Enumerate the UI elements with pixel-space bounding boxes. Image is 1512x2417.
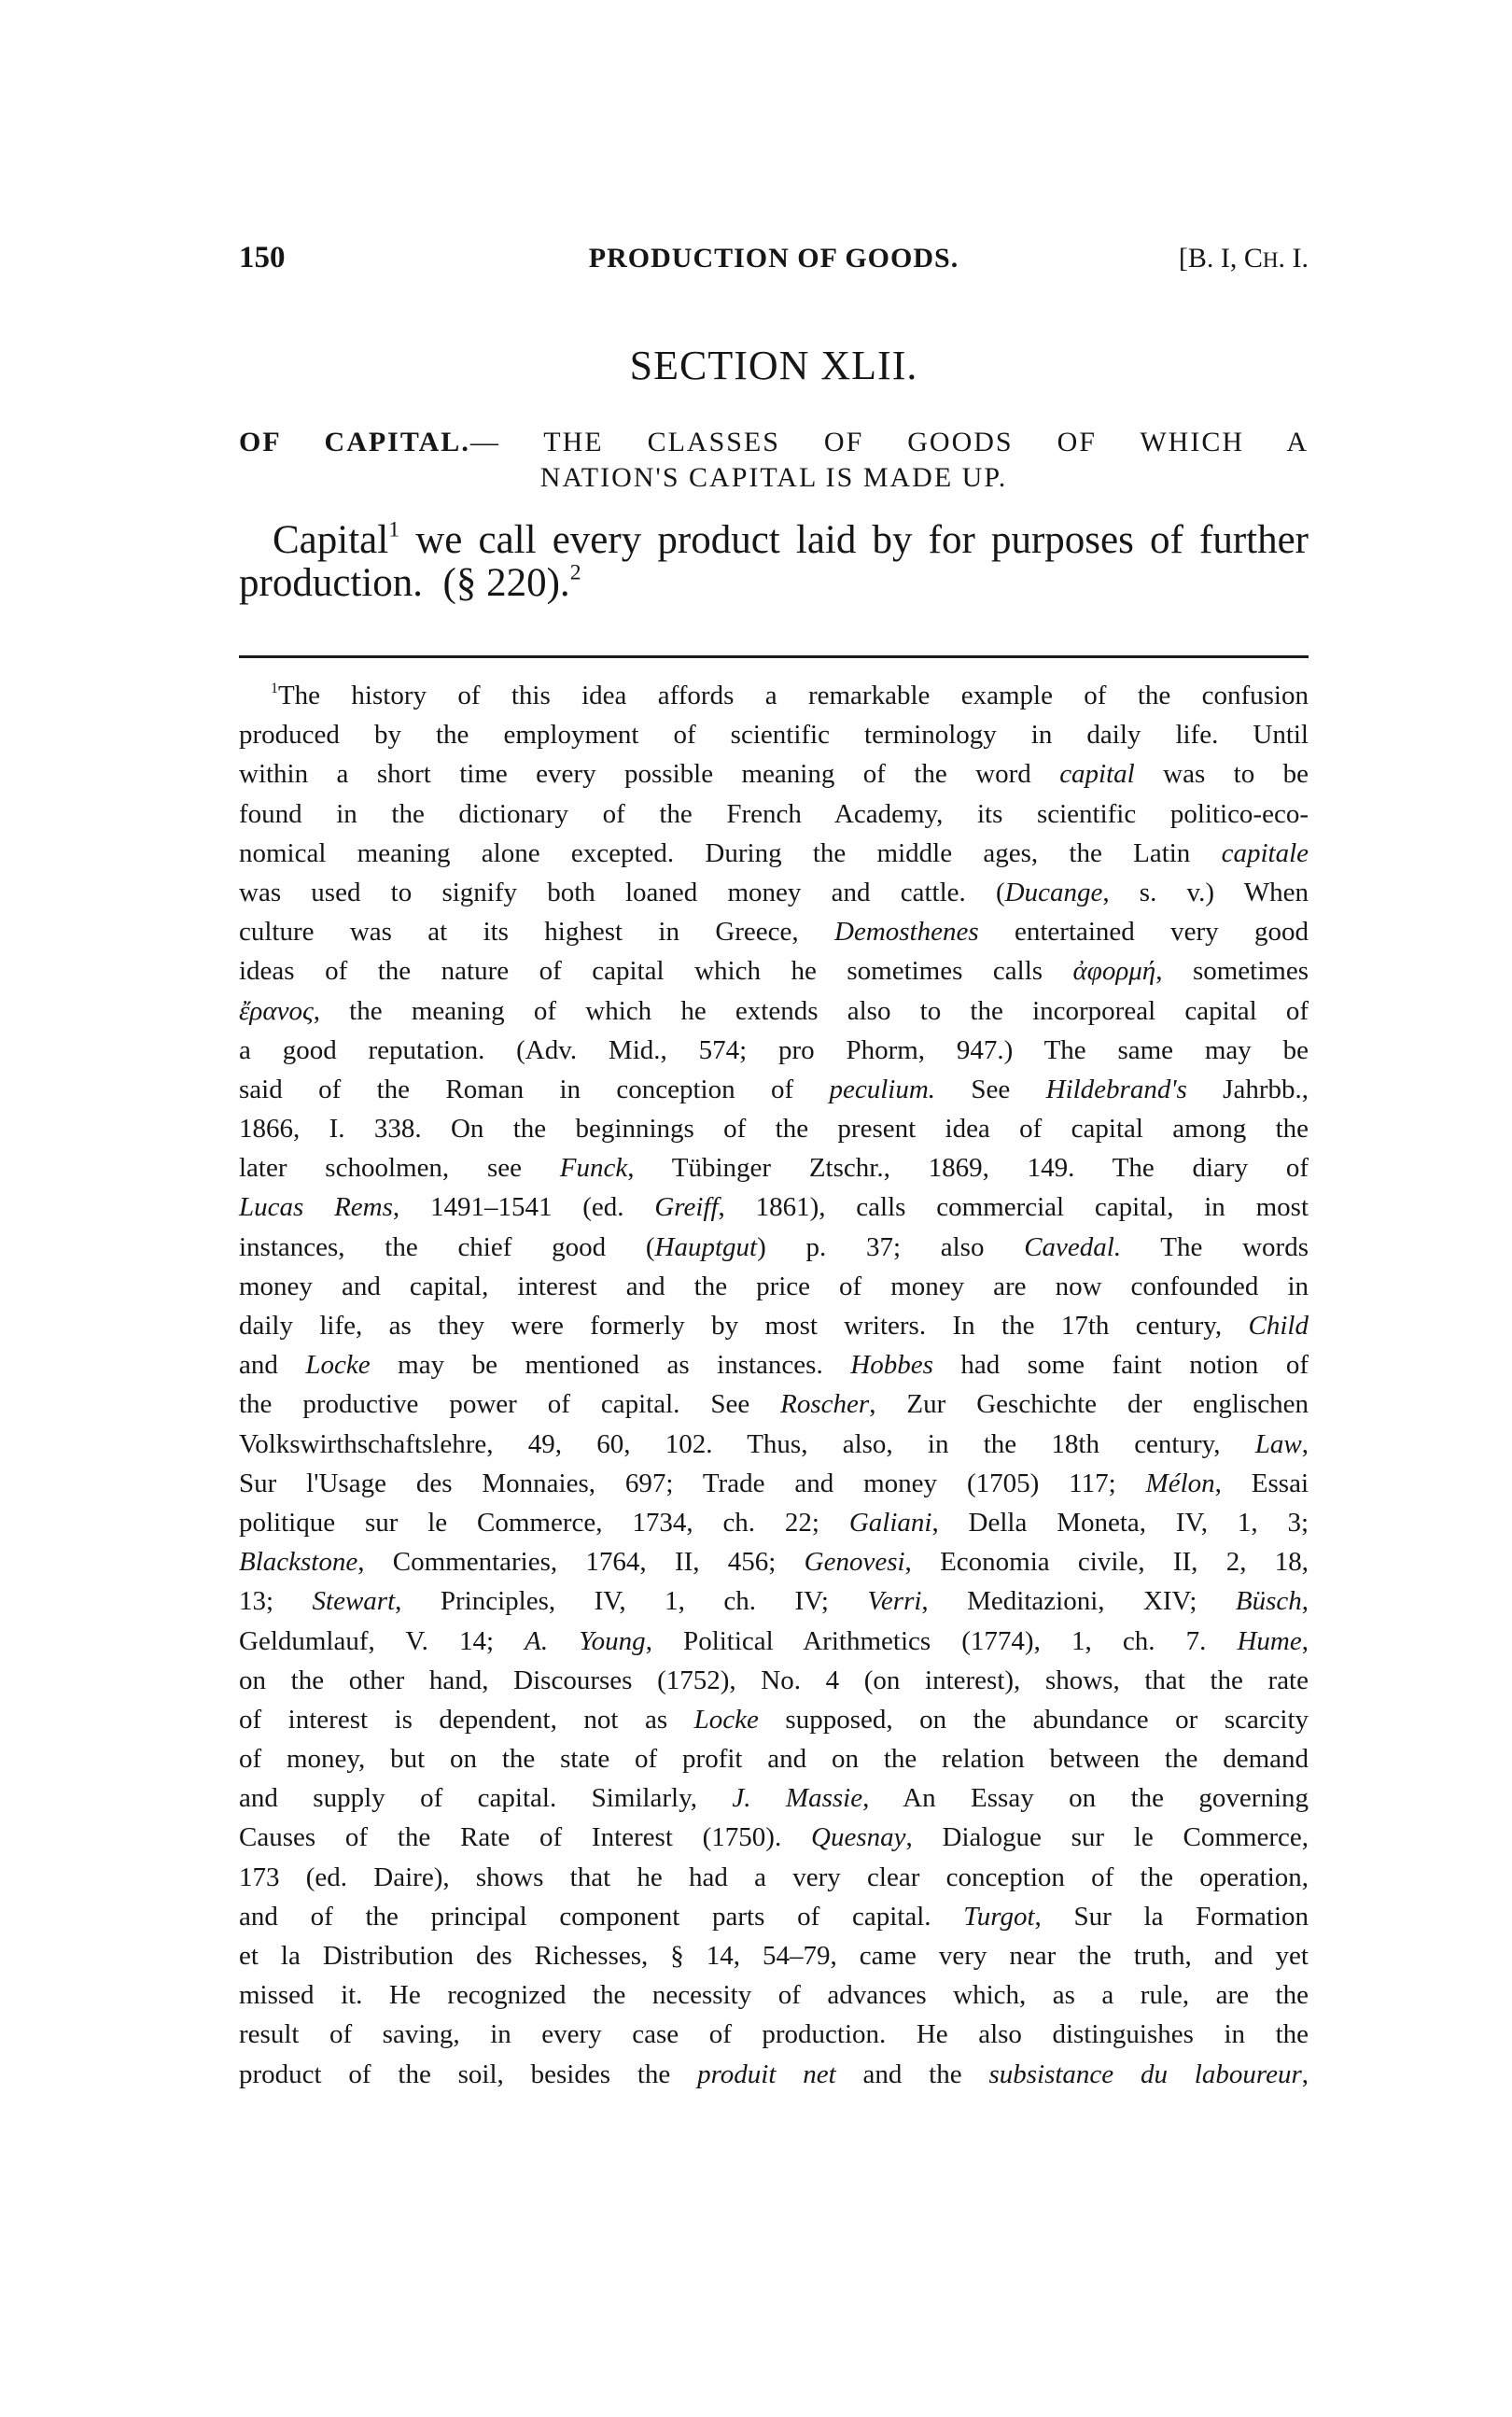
footnote-text: , Commentaries, 1764, II, 456; xyxy=(357,1547,805,1578)
footnote-line xyxy=(239,1464,1309,1503)
footnote-text: money and capital, interest and the price of money are now confounded in xyxy=(239,1271,1309,1301)
italic-text: Locke xyxy=(305,1350,371,1381)
footnote-divider xyxy=(239,655,1309,658)
footnote-text: the productive power of capital. See xyxy=(239,1389,781,1420)
footnote-line xyxy=(239,1148,1309,1187)
footnote-marker: 1 xyxy=(271,681,278,697)
body-line-2 xyxy=(239,562,1309,605)
footnote-text: of money, but on the state of profit and on the relation between the demand xyxy=(239,1744,1309,1775)
footnote-text: , 1861), calls commercial capital, in most xyxy=(718,1192,1309,1223)
italic-text: subsistance du laboureur xyxy=(988,2059,1302,2089)
subtitle-line-1 xyxy=(239,425,1309,460)
body-line-1 xyxy=(239,519,1309,562)
footnote-text: found in the dictionary of the French Academy, its scientific politico-eco- xyxy=(239,798,1309,829)
footnote-text: ) p. 37; also xyxy=(757,1231,1025,1262)
footnote-line xyxy=(239,1031,1309,1070)
footnote-text: missed it. He recognized the necessity of advances which, as a rule, are the xyxy=(239,1980,1309,2011)
italic-text: Ducange xyxy=(1004,877,1103,907)
footnote-text: , Zur Geschichte der englischen xyxy=(869,1389,1309,1420)
footnote-text: Causes of the Rate of Interest (1750). xyxy=(239,1822,811,1853)
footnote-text: , sometimes xyxy=(1155,956,1309,987)
footnote-line xyxy=(239,1345,1309,1384)
italic-text: Cavedal. xyxy=(1024,1231,1122,1262)
footnote-line xyxy=(239,1661,1309,1700)
footnote-line xyxy=(239,2055,1309,2094)
footnote-line xyxy=(239,1187,1309,1227)
italic-text: Roscher xyxy=(780,1389,870,1420)
footnote-text: supposed, on the abundance or scarcity xyxy=(758,1704,1309,1735)
italic-text: Hobbes xyxy=(850,1350,933,1381)
italic-text: peculium. xyxy=(829,1074,936,1104)
footnote-text: , Della Moneta, IV, 1, 3; xyxy=(931,1507,1309,1538)
italic-text: produit net xyxy=(697,2059,836,2089)
footnote-line xyxy=(239,754,1309,794)
footnote-line xyxy=(239,2015,1309,2054)
footnote-text: and supply of capital. Similarly, xyxy=(239,1783,733,1814)
italic-text: ἔρανος xyxy=(239,995,314,1026)
footnote-text: , Principles, IV, 1, ch. IV; xyxy=(395,1586,868,1617)
footnote-line xyxy=(239,1306,1309,1345)
footnote-text: See xyxy=(935,1074,1046,1104)
footnote-text: produced by the employment of scientific terminology in daily life. Until xyxy=(239,720,1309,751)
subtitle-rest: — THE CLASSES OF GOODS OF WHICH A xyxy=(469,427,1309,457)
footnote-text: , xyxy=(1301,1586,1309,1617)
footnote-text: may be mentioned as instances. xyxy=(370,1350,851,1381)
footnote-text: , xyxy=(1301,1625,1309,1656)
footnote-text: Geldumlauf, V. 14; xyxy=(239,1625,525,1656)
italic-text: Hildebrand's xyxy=(1045,1074,1187,1104)
footnote-text: Volkswirthschaftslehre, 49, 60, 102. Thus, also, in the 18th century, xyxy=(239,1428,1255,1459)
footnote-text: , Economia civile, II, 2, 18, xyxy=(904,1547,1309,1578)
running-title: PRODUCTION OF GOODS. xyxy=(588,243,959,274)
italic-text: Demosthenes xyxy=(834,917,979,948)
footnote-line xyxy=(239,873,1309,912)
footnote-line xyxy=(239,1581,1309,1621)
footnote-text: 1866, I. 338. On the beginnings of the present idea of capital among the xyxy=(239,1114,1309,1145)
footnote-text: Sur l'Usage des Monnaies, 697; Trade and money (1705) 117; xyxy=(239,1468,1146,1498)
footnote-text: , Political Arithmetics (1774), 1, ch. 7. xyxy=(645,1625,1238,1656)
footnote-text: politique sur le Commerce, 1734, ch. 22; xyxy=(239,1507,849,1538)
footnote-line xyxy=(239,1503,1309,1542)
italic-text: Locke xyxy=(693,1704,759,1735)
italic-text: Quesnay xyxy=(811,1822,906,1853)
footnote-text: , the meaning of which he extends also to the incorporeal capital of xyxy=(313,995,1309,1026)
italic-text: Law xyxy=(1254,1428,1302,1459)
footnote-line xyxy=(239,1070,1309,1109)
footnote xyxy=(239,676,1309,2094)
italic-text: Büsch xyxy=(1235,1586,1302,1617)
chapter-reference-suffix: . I. xyxy=(1278,243,1309,274)
italic-text: ἀφορμή xyxy=(1072,956,1156,987)
footnote-text: nomical meaning alone excepted. During the middle ages, the Latin xyxy=(239,837,1222,868)
footnote-line xyxy=(239,951,1309,991)
footnote-text: was to be xyxy=(1134,759,1309,790)
italic-text: Greiff xyxy=(654,1192,719,1223)
chapter-reference-prefix: [B. I, C xyxy=(1178,243,1263,274)
footnote-line xyxy=(239,1228,1309,1267)
italic-text: Lucas Rems xyxy=(239,1192,393,1223)
footnote-text: , xyxy=(1301,1428,1309,1459)
footnote-line xyxy=(239,1542,1309,1581)
body-text: we call every product laid by for purposes of further xyxy=(399,518,1309,562)
subtitle-line-2: NATION'S CAPITAL IS MADE UP. xyxy=(539,462,1008,493)
chapter-reference-smallcap: H xyxy=(1262,248,1279,272)
footnote-text: , xyxy=(1301,2059,1309,2089)
footnote-line xyxy=(239,1739,1309,1778)
section-subtitle xyxy=(239,425,1309,496)
footnote-line xyxy=(239,1109,1309,1148)
footnote-text: et la Distribution des Richesses, § 14, 54–79, came very near the truth, and yet xyxy=(239,1941,1309,1971)
italic-text: Mélon xyxy=(1145,1468,1215,1498)
section-heading: SECTION XLII. xyxy=(629,343,918,388)
footnote-text: , An Essay on the governing xyxy=(862,1783,1309,1814)
footnote-text: entertained very good xyxy=(978,917,1309,948)
footnote-ref-2: 2 xyxy=(569,560,581,585)
footnote-text: was used to signify both loaned money and cattle. ( xyxy=(239,877,1005,907)
footnote-text: product of the soil, besides the xyxy=(239,2059,698,2089)
footnote-line xyxy=(239,676,1309,715)
footnote-text: culture was at its highest in Greece, xyxy=(239,917,834,948)
subtitle-bold: OF CAPITAL. xyxy=(239,427,470,457)
footnote-text: had some faint notion of xyxy=(932,1350,1309,1381)
footnote-text: , s. v.) When xyxy=(1102,877,1309,907)
italic-text: Funck xyxy=(559,1153,628,1184)
footnote-line xyxy=(239,912,1309,951)
italic-text: Blackstone xyxy=(239,1547,358,1578)
italic-text: Hume xyxy=(1237,1625,1302,1656)
page-number: 150 xyxy=(239,241,286,274)
footnote-text: later schoolmen, see xyxy=(239,1153,560,1184)
body-text: production. (§ 220). xyxy=(239,561,570,605)
footnote-text: The words xyxy=(1121,1231,1309,1262)
footnote-text: on the other hand, Discourses (1752), No. 4 (on interest), shows, that the rate xyxy=(239,1665,1309,1695)
footnote-text: , 1491–1541 (ed. xyxy=(392,1192,655,1223)
body-text: Capital xyxy=(273,518,389,562)
italic-text: Stewart xyxy=(312,1586,396,1617)
italic-text: A. Young xyxy=(525,1625,646,1656)
footnote-text: 173 (ed. Daire), shows that he had a very clear conception of the operation, xyxy=(239,1862,1309,1892)
footnote-text: , Sur la Formation xyxy=(1034,1901,1309,1932)
footnote-line xyxy=(239,1858,1309,1897)
footnote-text: ideas of the nature of capital which he sometimes calls xyxy=(239,956,1073,987)
footnote-text: and the xyxy=(835,2059,989,2089)
footnote-line xyxy=(239,834,1309,873)
footnote-line xyxy=(239,1384,1309,1424)
italic-text: capital xyxy=(1059,759,1135,790)
footnote-text: within a short time every possible meaning of the word xyxy=(239,759,1060,790)
running-head xyxy=(239,241,1309,278)
footnote-line xyxy=(239,794,1309,834)
footnote-text: a good reputation. (Adv. Mid., 574; pro Phorm, 947.) The same may be xyxy=(239,1034,1309,1065)
footnote-text: result of saving, in every case of production. He also distinguishes in the xyxy=(239,2019,1309,2050)
footnote-line xyxy=(239,715,1309,754)
footnote-line xyxy=(239,1778,1309,1818)
italic-text: Galiani xyxy=(848,1507,932,1538)
footnote-text: , Tübinger Ztschr., 1869, 149. The diary of xyxy=(627,1153,1309,1184)
footnote-text: , Meditazioni, XIV; xyxy=(921,1586,1236,1617)
footnote-text: , Dialogue sur le Commerce, xyxy=(905,1822,1309,1853)
footnote-line xyxy=(239,1267,1309,1306)
footnote-text: instances, the chief good ( xyxy=(239,1231,655,1262)
chapter-reference xyxy=(1179,243,1309,274)
italic-text: J. Massie xyxy=(732,1783,863,1814)
italic-text: Genovesi xyxy=(804,1547,905,1578)
footnote-text: of interest is dependent, not as xyxy=(239,1704,694,1735)
footnote-line xyxy=(239,1425,1309,1464)
footnote-line xyxy=(239,1897,1309,1936)
italic-text: capitale xyxy=(1221,837,1309,868)
footnote-line xyxy=(239,1936,1309,1975)
italic-text: Child xyxy=(1248,1311,1309,1341)
footnote-text: said of the Roman in conception of xyxy=(239,1074,830,1104)
footnote-text: and xyxy=(239,1350,306,1381)
footnote-text: and of the principal component parts of capital. xyxy=(239,1901,964,1932)
footnote-text: Jahrbb., xyxy=(1186,1074,1309,1104)
body-paragraph xyxy=(239,519,1309,605)
footnote-line xyxy=(239,991,1309,1031)
footnote-text: 13; xyxy=(239,1586,313,1617)
footnote-line xyxy=(239,1700,1309,1739)
footnote-line xyxy=(239,1622,1309,1661)
footnote-text: daily life, as they were formerly by most writers. In the 17th century, xyxy=(239,1311,1249,1341)
italic-text: Hauptgut xyxy=(654,1231,758,1262)
italic-text: Verri xyxy=(867,1586,922,1617)
footnote-line xyxy=(239,1975,1309,2015)
footnote-ref-1: 1 xyxy=(388,517,400,542)
footnote-text: , Essai xyxy=(1214,1468,1309,1498)
footnote-text: The history of this idea affords a remarkable example of the confusion xyxy=(277,681,1309,710)
footnote-line xyxy=(239,1818,1309,1857)
italic-text: Turgot xyxy=(963,1901,1035,1932)
